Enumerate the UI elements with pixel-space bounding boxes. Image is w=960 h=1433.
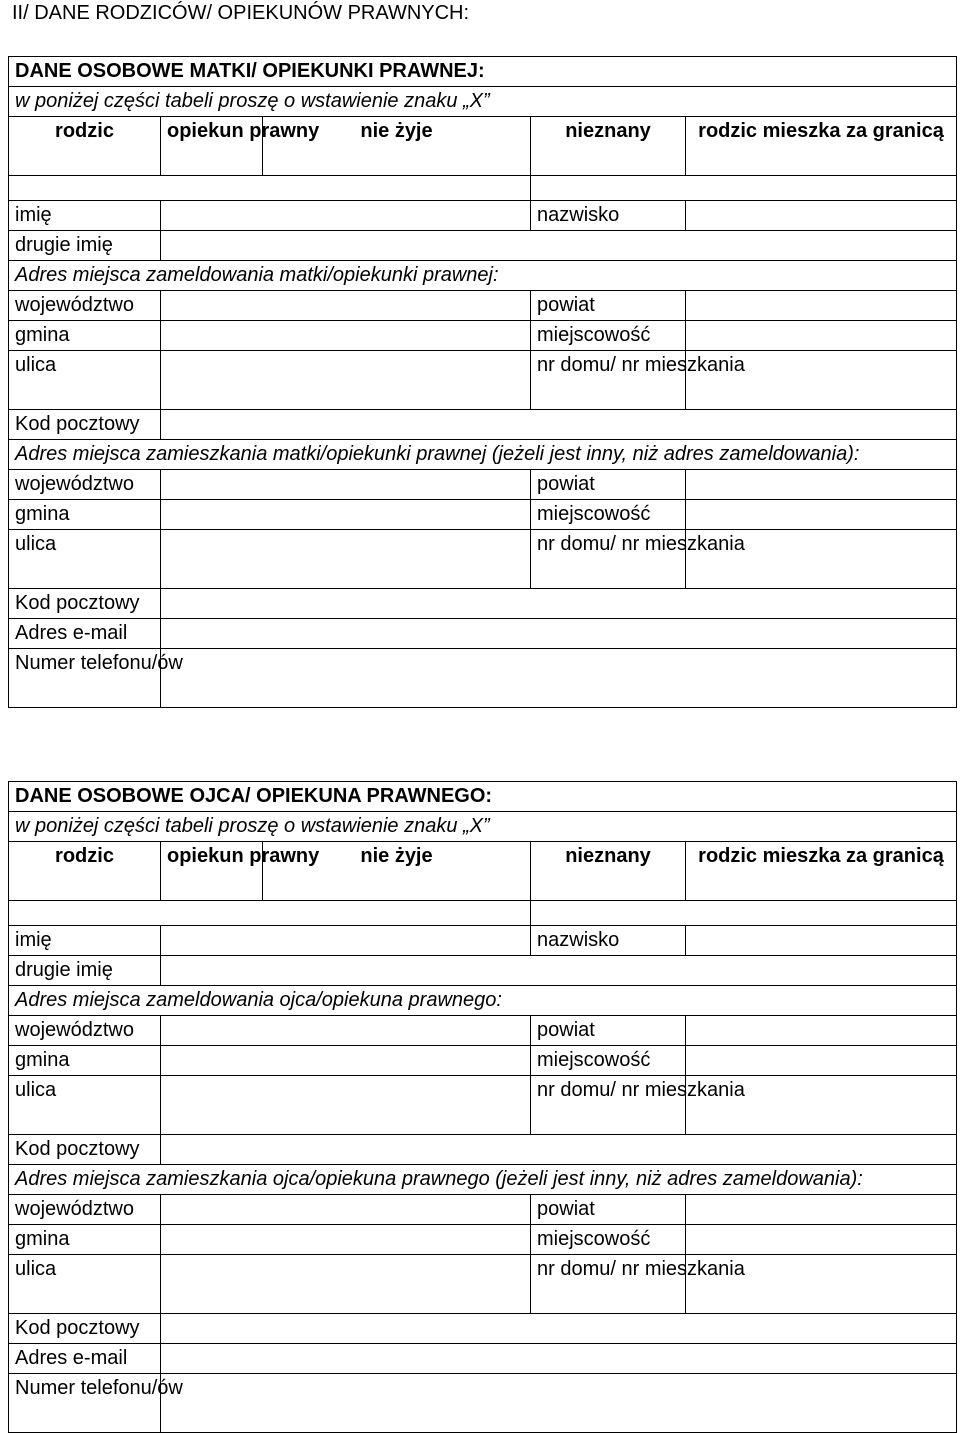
- mother-option-parent[interactable]: rodzic: [9, 117, 161, 176]
- father-registered-postal-code-label: Kod pocztowy: [9, 1135, 161, 1165]
- father-gap: [9, 901, 161, 926]
- mother-residence-county-label: powiat: [531, 470, 686, 500]
- mother-residence-town-field[interactable]: [686, 500, 957, 530]
- mother-option-unknown[interactable]: nieznany: [531, 117, 686, 176]
- father-residence-voivodeship-label: województwo: [9, 1195, 161, 1225]
- father-email-label: Adres e-mail: [9, 1344, 161, 1374]
- mother-second-name-field[interactable]: [161, 231, 957, 261]
- father-option-parent[interactable]: rodzic: [9, 842, 161, 901]
- mother-gap: [161, 176, 531, 201]
- mother-registered-street-label: ulica: [9, 351, 161, 410]
- father-registered-commune-field[interactable]: [161, 1046, 531, 1076]
- father-gap: [161, 901, 531, 926]
- father-registered-county-label: powiat: [531, 1016, 686, 1046]
- mother-email-field[interactable]: [161, 619, 957, 649]
- father-residence-town-field[interactable]: [686, 1225, 957, 1255]
- father-option-unknown[interactable]: nieznany: [531, 842, 686, 901]
- father-option-deceased[interactable]: nie żyje: [263, 842, 531, 901]
- mother-registered-voivodeship-field[interactable]: [161, 291, 531, 321]
- father-registered-house-no-label: nr domu/ nr mieszkania: [531, 1076, 686, 1135]
- mother-registered-street-field[interactable]: [161, 351, 531, 410]
- mother-phone-field[interactable]: [161, 649, 957, 708]
- father-second-name-label: drugie imię: [9, 956, 161, 986]
- mother-residence-voivodeship-field[interactable]: [161, 470, 531, 500]
- father-registered-voivodeship-label: województwo: [9, 1016, 161, 1046]
- mother-residence-commune-label: gmina: [9, 500, 161, 530]
- mother-registered-voivodeship-label: województwo: [9, 291, 161, 321]
- father-residence-street-label: ulica: [9, 1255, 161, 1314]
- mother-registered-commune-label: gmina: [9, 321, 161, 351]
- father-gap: [531, 901, 957, 926]
- father-residence-postal-code-label: Kod pocztowy: [9, 1314, 161, 1344]
- mother-first-name-label: imię: [9, 201, 161, 231]
- father-registered-town-field[interactable]: [686, 1046, 957, 1076]
- mother-option-deceased[interactable]: nie żyje: [263, 117, 531, 176]
- mother-data-table: [8, 56, 957, 708]
- father-residence-address-heading: Adres miejsca zamieszkania ojca/opiekuna prawnego (jeżeli jest inny, niż adres zameldowania):: [9, 1165, 957, 1195]
- mother-registered-postal-code-field[interactable]: [161, 410, 957, 440]
- father-registered-street-field[interactable]: [161, 1076, 531, 1135]
- mother-email-label: Adres e-mail: [9, 619, 161, 649]
- mother-registered-town-field[interactable]: [686, 321, 957, 351]
- father-residence-commune-label: gmina: [9, 1225, 161, 1255]
- father-title: DANE OSOBOWE OJCA/ OPIEKUNA PRAWNEGO:: [9, 782, 957, 812]
- father-residence-street-field[interactable]: [161, 1255, 531, 1314]
- mother-registered-commune-field[interactable]: [161, 321, 531, 351]
- father-residence-county-field[interactable]: [686, 1195, 957, 1225]
- father-residence-county-label: powiat: [531, 1195, 686, 1225]
- section-heading: II/ DANE RODZICÓW/ OPIEKUNÓW PRAWNYCH:: [12, 2, 470, 24]
- mother-residence-town-label: miejscowość: [531, 500, 686, 530]
- father-registered-county-field[interactable]: [686, 1016, 957, 1046]
- father-phone-label: Numer telefonu/ów: [9, 1374, 161, 1433]
- father-phone-field[interactable]: [161, 1374, 957, 1433]
- father-data-table: [8, 781, 957, 1433]
- mother-phone-label: Numer telefonu/ów: [9, 649, 161, 708]
- father-registered-voivodeship-field[interactable]: [161, 1016, 531, 1046]
- mother-second-name-label: drugie imię: [9, 231, 161, 261]
- mother-residence-voivodeship-label: województwo: [9, 470, 161, 500]
- mother-gap: [531, 176, 957, 201]
- mother-registered-postal-code-label: Kod pocztowy: [9, 410, 161, 440]
- father-registered-street-label: ulica: [9, 1076, 161, 1135]
- mother-first-name-field[interactable]: [161, 201, 531, 231]
- father-registered-commune-label: gmina: [9, 1046, 161, 1076]
- mother-last-name-label: nazwisko: [531, 201, 686, 231]
- mother-registered-county-field[interactable]: [686, 291, 957, 321]
- mother-residence-postal-code-field[interactable]: [161, 589, 957, 619]
- mother-residence-house-no-label: nr domu/ nr mieszkania: [531, 530, 686, 589]
- father-option-abroad[interactable]: rodzic mieszka za granicą: [686, 842, 957, 901]
- father-last-name-field[interactable]: [686, 926, 957, 956]
- father-residence-town-label: miejscowość: [531, 1225, 686, 1255]
- mother-residence-street-field[interactable]: [161, 530, 531, 589]
- mother-registered-house-no-label: nr domu/ nr mieszkania: [531, 351, 686, 410]
- father-last-name-label: nazwisko: [531, 926, 686, 956]
- father-registered-town-label: miejscowość: [531, 1046, 686, 1076]
- mother-residence-commune-field[interactable]: [161, 500, 531, 530]
- mother-instruction: w poniżej części tabeli proszę o wstawienie znaku „X”: [9, 87, 957, 117]
- father-first-name-field[interactable]: [161, 926, 531, 956]
- father-registered-address-heading: Adres miejsca zameldowania ojca/opiekuna prawnego:: [9, 986, 957, 1016]
- mother-residence-address-heading: Adres miejsca zamieszkania matki/opiekunki prawnej (jeżeli jest inny, niż adres zameldowania):: [9, 440, 957, 470]
- father-registered-postal-code-field[interactable]: [161, 1135, 957, 1165]
- father-instruction: w poniżej części tabeli proszę o wstawienie znaku „X”: [9, 812, 957, 842]
- father-residence-voivodeship-field[interactable]: [161, 1195, 531, 1225]
- father-second-name-field[interactable]: [161, 956, 957, 986]
- mother-registered-address-heading: Adres miejsca zameldowania matki/opiekunki prawnej:: [9, 261, 957, 291]
- father-residence-postal-code-field[interactable]: [161, 1314, 957, 1344]
- mother-option-guardian[interactable]: opiekun prawny: [161, 117, 263, 176]
- father-first-name-label: imię: [9, 926, 161, 956]
- mother-registered-county-label: powiat: [531, 291, 686, 321]
- mother-last-name-field[interactable]: [686, 201, 957, 231]
- father-email-field[interactable]: [161, 1344, 957, 1374]
- mother-option-abroad[interactable]: rodzic mieszka za granicą: [686, 117, 957, 176]
- mother-residence-county-field[interactable]: [686, 470, 957, 500]
- mother-title: DANE OSOBOWE MATKI/ OPIEKUNKI PRAWNEJ:: [9, 57, 957, 87]
- father-option-guardian[interactable]: opiekun prawny: [161, 842, 263, 901]
- mother-residence-postal-code-label: Kod pocztowy: [9, 589, 161, 619]
- mother-gap: [9, 176, 161, 201]
- mother-residence-street-label: ulica: [9, 530, 161, 589]
- father-residence-house-no-label: nr domu/ nr mieszkania: [531, 1255, 686, 1314]
- mother-registered-town-label: miejscowość: [531, 321, 686, 351]
- father-residence-commune-field[interactable]: [161, 1225, 531, 1255]
